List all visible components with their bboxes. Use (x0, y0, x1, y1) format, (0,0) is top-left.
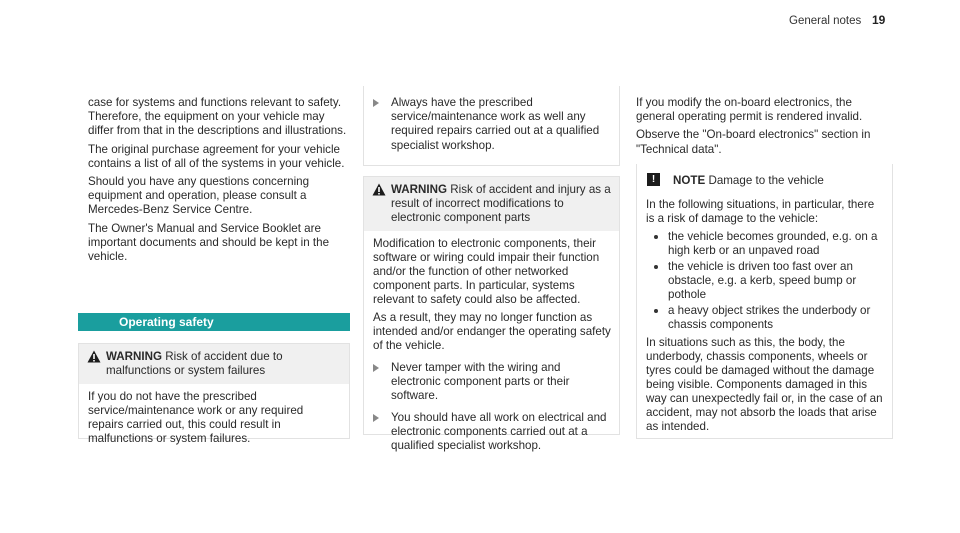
warning-body (364, 231, 619, 461)
warning-triangle-icon (87, 350, 101, 363)
instruction-item (364, 361, 611, 403)
bullet-icon (654, 309, 658, 313)
warning-box-modifications (363, 176, 620, 452)
note-intro: In the following situations, in particular, there is a risk of damage to the vehicle: (646, 198, 875, 226)
bullet-icon (654, 235, 658, 239)
warning-header (364, 177, 619, 231)
paragraph: Observe the "On-board electronics" section in "Technical data". (636, 128, 871, 156)
warning-triangle-icon (372, 183, 386, 196)
bullet-icon (654, 265, 658, 269)
instruction-text: Always have the prescribed service/maintenance work as well any required repairs carried out at a qualified specialist workshop. (391, 96, 600, 152)
list-item (646, 304, 884, 332)
note-box-vehicle-damage (636, 164, 893, 439)
column-3-text (636, 96, 893, 161)
page-number: 19 (872, 13, 886, 27)
instruction-text: You should have all work on electrical and electronic components carried out at a qualified specialist workshop. (391, 411, 607, 452)
note-outro: In situations such as this, the body, the underbody, chassis components, wheels or tyres could be damaged without the damage being visible. Components damaged in this way can unexpectedly fail or, in the case of an accident, may not absorb the loads that arise as intended. (646, 336, 883, 434)
note-body (637, 194, 892, 446)
section-heading-operating-safety: Operating safety (78, 313, 350, 331)
paragraph: The original purchase agreement for your vehicle contains a list of all of the systems in your vehicle. (88, 142, 345, 170)
service-instruction-box (363, 86, 620, 166)
note-head-text: Damage to the vehicle (708, 174, 824, 187)
arrow-right-icon (373, 414, 379, 422)
paragraph: If you modify the on-board electronics, the general operating permit is rendered invalid. (636, 96, 863, 124)
warning-header (79, 344, 349, 384)
instruction-item (364, 411, 611, 453)
note-bullet-list (646, 230, 884, 332)
warning-paragraph: As a result, they may no longer function as intended and/or endanger the operating safety of the vehicle. (373, 311, 611, 352)
paragraph: Should you have any questions concerning equipment and operation, please consult a Mercedes-Benz Service Centre. (88, 175, 310, 217)
warning-head-text: Risk of accident and injury as a result of incorrect modifications to electronic component parts (391, 183, 611, 224)
note-label: NOTE (673, 174, 706, 187)
warning-body (79, 384, 349, 458)
paragraph: The Owner's Manual and Service Booklet are important documents and should be kept in the vehicle. (88, 221, 330, 264)
note-header (637, 164, 892, 194)
warning-head-text: Risk of accident due to malfunctions or system failures (106, 350, 283, 377)
arrow-right-icon (373, 364, 379, 372)
bullet-text: the vehicle becomes grounded, e.g. on a high kerb or an unpaved road (668, 230, 878, 258)
bullet-text: a heavy object strikes the underbody or chassis components (668, 304, 871, 332)
arrow-right-icon (373, 99, 379, 107)
column-1-text (88, 96, 350, 268)
bullet-text: the vehicle is driven too fast over an obstacle, e.g. a kerb, speed bump or pothole (668, 260, 857, 302)
instruction-text: Never tamper with the wiring and electronic component parts or their software. (391, 361, 570, 402)
paragraph: case for systems and functions relevant to safety. Therefore, the equipment on your vehicle may differ from that in the descriptions and illustrations. (88, 96, 347, 138)
instruction-item (364, 96, 619, 153)
warning-label: WARNING (106, 350, 163, 363)
warning-body-text: If you do not have the prescribed service/maintenance work or any required repairs carried out, this could result in malfunctions or system failures. (88, 390, 304, 445)
warning-paragraph: Modification to electronic components, their software or wiring could impair their function and/or the function of other networked component parts. In particular, systems relevant to safety could also be affected. (373, 237, 600, 306)
warning-box-malfunctions (78, 343, 350, 445)
exclamation-icon: ! (647, 173, 660, 186)
running-header-title: General notes (789, 15, 862, 27)
list-item (646, 230, 884, 258)
warning-label: WARNING (391, 183, 448, 196)
list-item (646, 260, 884, 302)
